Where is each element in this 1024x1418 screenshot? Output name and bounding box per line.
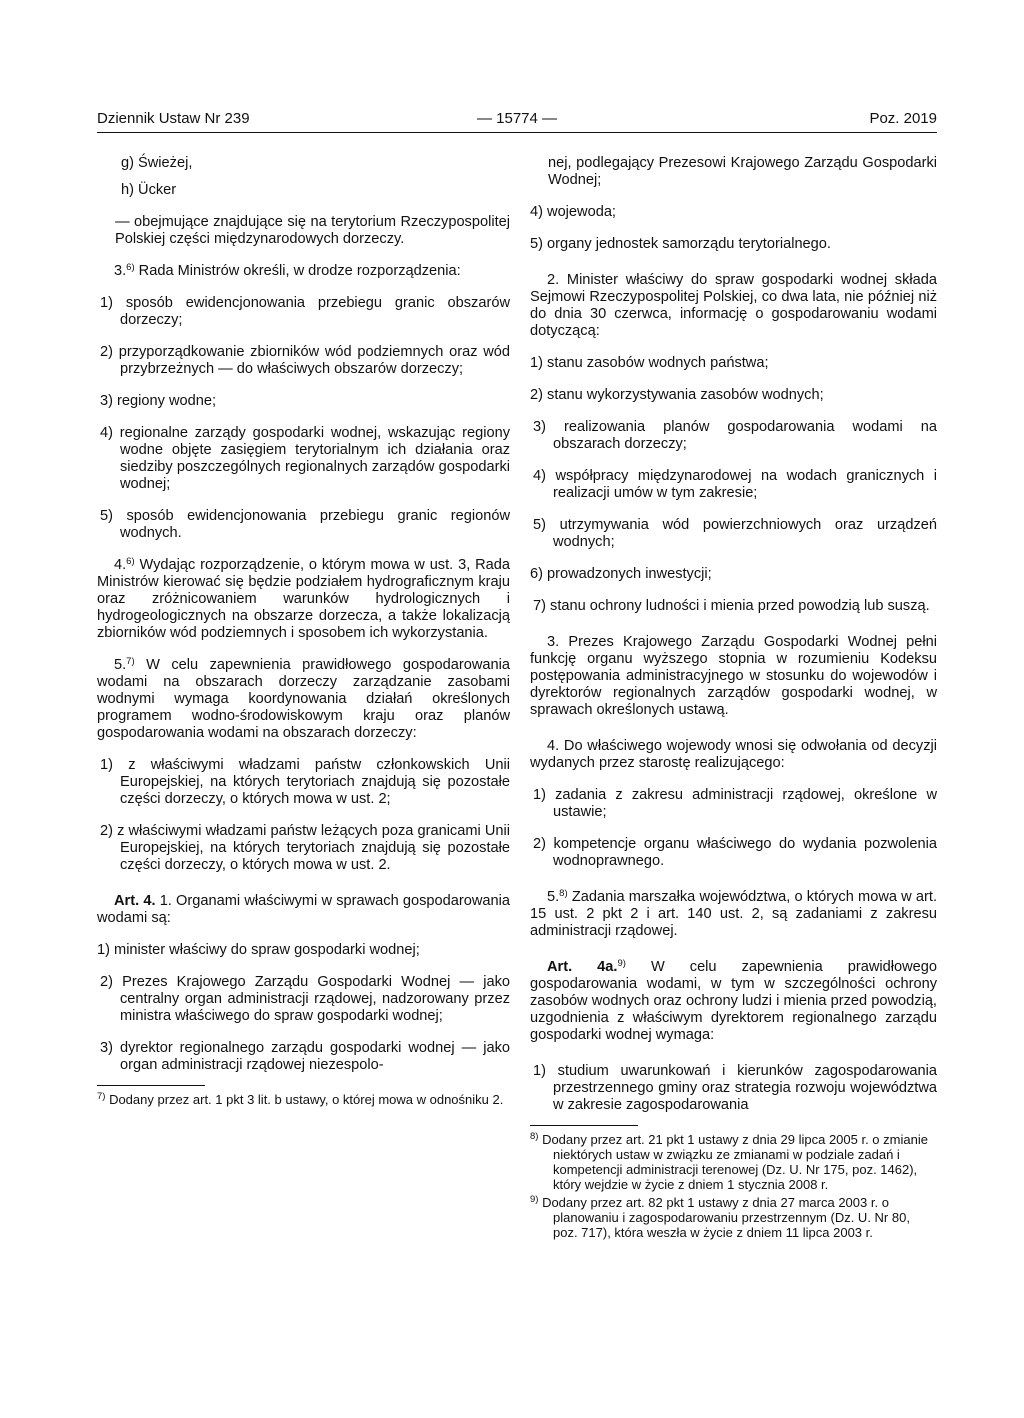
list-item: 2) Prezes Krajowego Zarządu Gospodarki Wodnej — jako centralny organ administracji rządowej, nadzorowany przez ministra właściwego do spraw gospodarki wodnej;: [100, 974, 510, 1024]
list-item: 4) regionalne zarządy gospodarki wodnej, wskazując regiony wodne objęte zasięgiem terytorialnym ich działania oraz siedziby poszczególnych regionalnych zarządów gospodarki wodnej;: [100, 425, 510, 492]
article-4: Art. 4. 1. Organami właściwymi w sprawach gospodarowania wodami są:: [97, 893, 510, 926]
footnote-divider: [97, 1085, 205, 1086]
paragraph-ust3: 3.$^{6)}$ Rada Ministrów określi, w drodze rozporządzenia:: [114, 262, 461, 279]
list-item: 2) przyporządkowanie zbiorników wód podziemnych oraz wód przybrzeżnych — do właściwych obszarów dorzeczy;: [100, 344, 510, 377]
list-item: 2) kompetencje organu właściwego do wydania pozwolenia wodnoprawnego.: [533, 836, 937, 869]
article-label: Art. 4.: [114, 893, 156, 909]
list-item: 3) regiony wodne;: [100, 393, 217, 409]
list-item: h) Ücker: [121, 182, 177, 198]
paragraph-ust5: 5.$^{8)}$ Zadania marszałka województwa, o których mowa w art. 15 ust. 2 pkt 2 i art. 140 ust. 2, są zadaniami z zakresu administracji rządowej.: [530, 888, 937, 939]
article-4a: Art. 4a.$^{9)}$ W celu zapewnienia prawidłowego gospodarowania wodami, w tym w szczególności ochrony zasobów wodnych oraz ochrony ludzi i mienia przed powodzią, uzgodnienia z właściwym dyrektorem regionalnego zarządu gospodarki wodnej wymaga:: [530, 958, 937, 1043]
list-item: 3) dyrektor regionalnego zarządu gospodarki wodnej — jako organ administracji rządowej niezespolo-: [100, 1040, 510, 1073]
list-item: 4) współpracy międzynarodowej na wodach granicznych i realizacji umów w tym zakresie;: [533, 468, 937, 501]
paragraph-ust4: 4. Do właściwego wojewody wnosi się odwołania od decyzji wydanych przez starostę realizującego:: [530, 738, 937, 771]
left-column: [97, 155, 510, 1107]
footnote-ref[interactable]: 6): [126, 556, 135, 567]
paragraph: — obejmujące znajdujące się na terytorium Rzeczypospolitej Polskiej części międzynarodowych dorzeczy.: [115, 214, 510, 247]
list-item: 5) sposób ewidencjonowania przebiegu granic regionów wodnych.: [100, 508, 510, 541]
page-number: — 15774 —: [476, 110, 558, 127]
paragraph-ust4: 4.$^{6)}$ Wydając rozporządzenie, o którym mowa w ust. 3, Rada Ministrów kierować się będzie podziałem hydrograficznym kraju oraz zróżnicowaniem warunków hydrologicznych i hydrogeologicznych na obszarze dorzecza, a także lokalizacją zbiorników wód podziemnych i sposobem ich wykorzystania.: [97, 556, 510, 641]
footnote-ref[interactable]: 8): [559, 888, 568, 899]
paragraph-ust2: 2. Minister właściwy do spraw gospodarki wodnej składa Sejmowi Rzeczypospolitej Polskiej, co dwa lata, nie później niż do dnia 30 czerwca, informację o gospodarowaniu wodami dotyczącą:: [530, 272, 937, 339]
list-item: 1) sposób ewidencjonowania przebiegu granic obszarów dorzeczy;: [100, 295, 510, 328]
position-number: Poz. 2019: [869, 110, 937, 127]
list-item: 5) utrzymywania wód powierzchniowych oraz urządzeń wodnych;: [533, 517, 937, 550]
list-item: 4) wojewoda;: [530, 204, 616, 220]
paragraph-ust3: 3. Prezes Krajowego Zarządu Gospodarki Wodnej pełni funkcję organu wyższego stopnia w rozumieniu Kodeksu postępowania administracyjnego w stosunku do wojewodów i dyrektorów regionalnych zarządów gospodarki wodnej, w sprawach określonych ustawą.: [530, 634, 937, 718]
list-item: 5) organy jednostek samorządu terytorialnego.: [530, 236, 831, 252]
right-column: [530, 155, 937, 1240]
article-label: Art. 4a.: [547, 959, 618, 975]
journal-title: Dziennik Ustaw Nr 239: [97, 110, 250, 127]
list-item: 3) realizowania planów gospodarowania wodami na obszarach dorzeczy;: [533, 419, 937, 452]
page-header: [97, 110, 937, 133]
list-item: 1) minister właściwy do spraw gospodarki wodnej;: [97, 942, 420, 958]
footnote-ref[interactable]: 6): [126, 262, 135, 273]
list-item: 2) stanu wykorzystywania zasobów wodnych;: [530, 387, 824, 403]
paragraph-ust5: 5.$^{7)}$ W celu zapewnienia prawidłowego gospodarowania wodami na obszarach dorzeczy zarządzanie zasobami wodnymi wymaga koordynowania działań określonych programem wodno-środowiskowym kraju oraz planów gospodarowania wodami na obszarach dorzeczy:: [97, 656, 510, 741]
list-item: 2) z właściwymi władzami państw leżących poza granicami Unii Europejskiej, na których terytoriach znajdują się pozostałe części dorzeczy, o których mowa w ust. 2.: [100, 823, 510, 873]
paragraph: nej, podlegający Prezesowi Krajowego Zarządu Gospodarki Wodnej;: [548, 155, 937, 188]
list-item: 1) zadania z zakresu administracji rządowej, określone w ustawie;: [533, 787, 937, 820]
footnote-ref[interactable]: 7): [126, 656, 135, 667]
footnote-9: $^{9)}$ Dodany przez art. 82 pkt 1 ustawy z dnia 27 marca 2003 r. o planowaniu i zagospodarowaniu przestrzennym (Dz. U. Nr 80, poz. 717), która weszła w życie z dniem 11 lipca 2003 r.: [530, 1194, 910, 1240]
list-item: 1) studium uwarunkowań i kierunków zagospodarowania przestrzennego gminy oraz strategia rozwoju województwa w zakresie zagospodarowania: [533, 1063, 937, 1113]
footnote-divider: [530, 1125, 638, 1126]
footnote-7: $^{7)}$ Dodany przez art. 1 pkt 3 lit. b ustawy, o której mowa w odnośniku 2.: [97, 1091, 504, 1107]
list-item: 7) stanu ochrony ludności i mienia przed powodzią lub suszą.: [533, 598, 930, 614]
list-item: 1) z właściwymi władzami państw członkowskich Unii Europejskiej, na których terytoriach znajdują się pozostałe części dorzeczy, o których mowa w ust. 2;: [100, 757, 510, 807]
list-item: 6) prowadzonych inwestycji;: [530, 566, 712, 582]
footnote-ref[interactable]: 9): [617, 958, 626, 969]
list-item: g) Świeżej,: [121, 155, 193, 171]
footnote-8: $^{8)}$ Dodany przez art. 21 pkt 1 ustawy z dnia 29 lipca 2005 r. o zmianie niektórych ustaw w związku ze zmianami w podziale zadań i kompetencji administracji terenowej (Dz. U. Nr 175, poz. 1462), który wejdzie w życie z dniem 1 stycznia 2008 r.: [530, 1131, 928, 1192]
list-item: 1) stanu zasobów wodnych państwa;: [530, 355, 769, 371]
